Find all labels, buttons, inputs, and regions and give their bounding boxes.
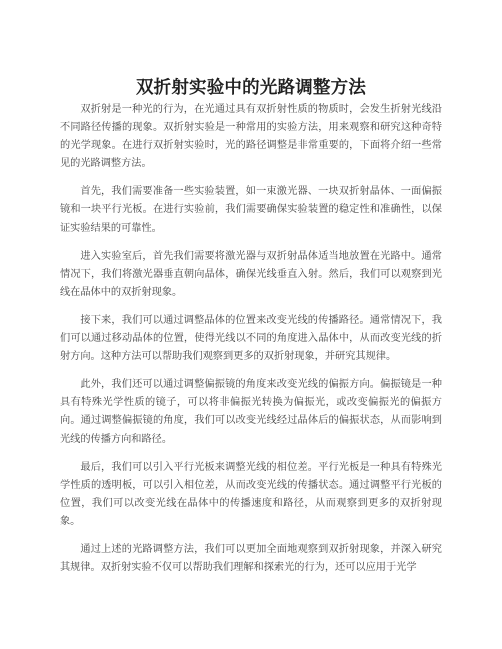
paragraph-parallel-plate: 最后，我们可以引入平行光板来调整光线的相位差。平行光板是一种具有特殊光学性质的透明板，可以引入相位差，从而改变光线的传播状态。通过调整平行光板的位置，我们可以改变光线在晶体中的传播速度和路径，从而观察到更多的双折射现象。 <box>60 461 442 527</box>
document-title: 双折射实验中的光路调整方法 <box>135 77 367 98</box>
paragraph-laser-placement: 进入实验室后，首先我们需要将激光器与双折射晶体适当地放置在光路中。通常情况下，我们将激光器垂直朝向晶体，确保光线垂直入射。然后，我们可以观察到光线在晶体中的双折射现象。 <box>60 250 442 298</box>
paragraph-crystal-adjustment: 接下来，我们可以通过调整晶体的位置来改变光线的传播路径。通常情况下，我们可以通过移动晶体的位置，使得光线以不同的角度进入晶体中，从而改变光线的折射方向。这种方法可以帮助我们观察到更多的双折射现象，并研究其规律。 <box>60 314 442 363</box>
paragraph-conclusion: 通过上述的光路调整方法，我们可以更加全面地观察到双折射现象，并深入研究其规律。双折射实验不仅可以帮助我们理解和探索光的行为，还可以应用于光学 <box>60 543 442 574</box>
paragraph-preparation: 首先，我们需要准备一些实验装置，如一束激光器、一块双折射晶体、一面偏振镜和一块平行光板。在进行实验前，我们需要确保实验装置的稳定性和准确性，以保证实验结果的可靠性。 <box>60 186 442 234</box>
document-body <box>60 101 442 587</box>
paragraph-intro: 双折射是一种光的行为，在光通过具有双折射性质的物质时，会发生折射光线沿不同路径传播的现象。双折射实验是一种常用的实验方法，用来观察和研究这种奇特的光学现象。在进行双折射实验时，光的路径调整是非常重要的，下面将介绍一些常见的光路调整方法。 <box>60 104 442 170</box>
paragraph-polarizer-adjustment: 此外，我们还可以通过调整偏振镜的角度来改变光线的偏振方向。偏振镜是一种具有特殊光学性质的镜子，可以将非偏振光转换为偏振光，或改变偏振光的偏振方向。通过调整偏振镜的角度，我们可以改变光线经过晶体后的偏振状态，从而影响到光线的传播方向和路径。 <box>60 379 442 445</box>
